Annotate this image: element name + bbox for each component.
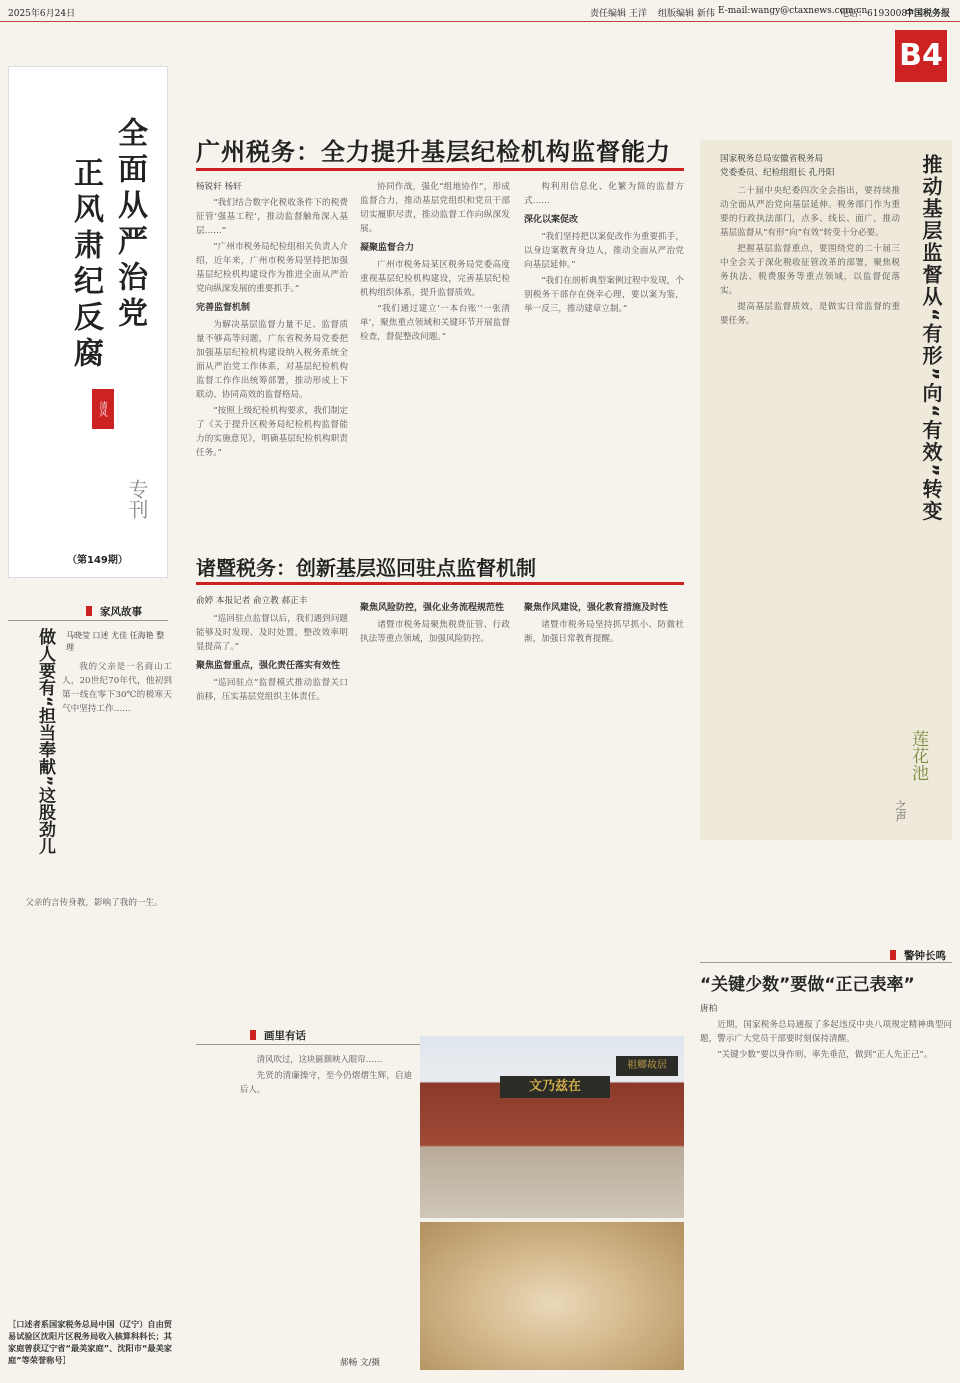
paragraph: 协同作战，强化“组地协作”，形成监督合力，推动基层党组织和党员干部切实履职尽责，推动监督工作向纵深发展。 bbox=[360, 182, 510, 234]
special-issue: （第149期） bbox=[67, 555, 128, 566]
temple-plaque: 文乃兹在 bbox=[500, 1076, 610, 1098]
article1-col3 bbox=[524, 180, 684, 540]
family-body-top bbox=[62, 660, 172, 890]
alarm-byline: 唐柏 bbox=[700, 1004, 718, 1014]
paragraph: “我们在剖析典型案例过程中发现，个别税务干部存在侥幸心理，要以案为鉴，举一反三，推动建章立制。” bbox=[524, 276, 684, 314]
article1-divider bbox=[196, 168, 684, 171]
commentary-body bbox=[720, 184, 900, 804]
paragraph: 二十届中央纪委四次全会指出，要持续推动全面从严治党向基层延伸。税务部门作为重要的行政执法部门，点多、线长、面广，推动基层监督从“有形”向“有效”转变十分必要。 bbox=[720, 186, 900, 238]
paragraph: “我们坚持把以案促改作为重要抓手，以身边案教育身边人，推动全面从严治党向基层延伸。” bbox=[524, 232, 684, 270]
alarm-body bbox=[700, 1018, 952, 1374]
issue-date: 2025年6月24日 bbox=[8, 9, 76, 19]
alarm-divider bbox=[700, 962, 952, 963]
commentary-title: 推动基层监督从“有形”向“有效”转变 bbox=[919, 154, 943, 523]
commentary-signature: 莲花池 bbox=[908, 730, 928, 781]
paragraph: 近期，国家税务总局通报了多起违反中央八项规定精神典型问题，警示广大党员干部要时刻保持清醒。 bbox=[700, 1020, 952, 1044]
special-column-banner bbox=[8, 66, 168, 578]
article2-subhead-2: 聚焦风险防控，强化业务流程规范性 bbox=[360, 603, 505, 613]
article2-subhead-1: 聚焦监督重点，强化责任落实有效性 bbox=[196, 661, 341, 671]
picture-section-tag: 画里有话 bbox=[250, 1028, 306, 1043]
paragraph: 提高基层监督质效，是做实日常监督的重要任务。 bbox=[720, 302, 900, 326]
alarm-section-tag: 警钟长鸣 bbox=[890, 948, 946, 963]
article1-subhead-1: 完善监督机制 bbox=[196, 303, 251, 313]
family-section-tag: 家风故事 bbox=[86, 604, 166, 619]
relief-sculpture-photo bbox=[420, 1222, 684, 1370]
picture-byline: 郝畅 文/摄 bbox=[340, 1358, 381, 1368]
article1-byline: 杨锐轩 杨轩 bbox=[196, 182, 242, 192]
paragraph: “我们通过建立‘一本台账’‘一张清单’，聚焦重点领域和关键环节开展监督检查，督促整改问题。” bbox=[360, 304, 510, 342]
article2-col2 bbox=[360, 596, 510, 1020]
special-label: 专刊 bbox=[125, 479, 149, 519]
page-number: B4 bbox=[895, 30, 947, 82]
special-title-2: 正风肃纪反腐 bbox=[68, 157, 103, 373]
family-note: ［口述者系国家税务总局中国（辽宁）自由贸易试验区沈阳片区税务局收入核算科科长；其家庭曾获辽宁省“最美家庭”、沈阳市“最美家庭”等荣誉称号］ bbox=[8, 1319, 172, 1365]
article1-subhead-2: 凝聚监督合力 bbox=[360, 243, 415, 253]
phone: 电话：61930087 bbox=[840, 9, 913, 19]
family-title: 做人要有“担当奉献”这股劲儿 bbox=[35, 628, 55, 855]
family-body bbox=[8, 896, 172, 1316]
paragraph: 我的父亲是一名商山工人，20世纪70年代，他初到第一线在零下30℃的极寒天气中坚持工作…… bbox=[62, 662, 172, 714]
article2-divider bbox=[196, 582, 684, 585]
family-byline: 马晓莹 口述 尤佳 任海艳 整理 bbox=[66, 631, 165, 652]
temple-plaque-2: 祖鄉故居 bbox=[616, 1056, 678, 1076]
paper-name: 中国税务报 bbox=[905, 9, 951, 19]
article2-subhead-3: 聚焦作风建设，强化教育措施及时性 bbox=[524, 603, 669, 613]
article2-col1 bbox=[196, 612, 348, 1020]
designer: 组版编辑 新伟 bbox=[658, 9, 715, 19]
special-title-1: 全面从严治党 bbox=[112, 117, 147, 333]
commentary-signature-2: 之声 bbox=[894, 800, 907, 822]
paragraph: “广州市税务局纪检组相关负责人介绍，近年来，广州市税务局坚持把加强基层纪检机构建设作为推进全面从严治党向纵深发展的重要抓手。” bbox=[196, 242, 348, 294]
email: E-mail:wangy@ctaxnews.com.cn bbox=[718, 6, 868, 16]
paragraph: 构利用信息化、化繁为简的监督方式…… bbox=[524, 182, 684, 206]
article1-subhead-3: 深化以案促改 bbox=[524, 215, 579, 225]
paragraph: 广州市税务局某区税务局党委高度重视基层纪检机构建设，完善基层纪检机构组织体系，提升监督质效。 bbox=[360, 260, 510, 298]
commentary-author: 党委委员、纪检组组长 孔丹阳 bbox=[720, 168, 835, 178]
article1-col1 bbox=[196, 196, 348, 540]
paragraph: 清风吹过，这块匾额映入眼帘…… bbox=[256, 1054, 383, 1064]
editor: 责任编辑 王洋 bbox=[590, 9, 647, 19]
paragraph: “关键少数”要以身作则、率先垂范，做到“正人先正己”。 bbox=[717, 1050, 933, 1060]
paragraph: 先贤的清廉操守，至今仍熠熠生辉，启迪后人。 bbox=[240, 1070, 412, 1094]
article1-headline: 广州税务：全力提升基层纪检机构监督能力 bbox=[196, 138, 671, 166]
paragraph: 为解决基层监督力量不足、监督质量不够高等问题，广东省税务局党委把加强基层纪检机构建设纳入税务系统全面从严治党工作体系，对基层纪检机构监督工作作出统筹部署，推动形成上下联动、协同高效的监督格局。 bbox=[196, 320, 348, 400]
picture-caption-text bbox=[240, 1052, 412, 1352]
alarm-headline: “关键少数”要做“正己表率” bbox=[700, 975, 915, 995]
paragraph: “巡回驻点监督以后，我们遇到问题能够及时发现、及时处置，整改效率明显提高了。” bbox=[196, 614, 348, 652]
commentary-unit: 国家税务总局安徽省税务局 bbox=[720, 154, 824, 164]
article2-headline: 诸暨税务：创新基层巡回驻点监督机制 bbox=[196, 556, 536, 580]
commentary-column bbox=[700, 140, 952, 840]
family-divider bbox=[8, 620, 168, 621]
article2-byline: 俞婷 本报记者 俞立教 郝正丰 bbox=[196, 596, 308, 606]
paragraph: 诸暨市税务局聚焦税费征管、行政执法等重点领域，加强风险防控。 bbox=[360, 620, 510, 644]
red-seal: 清风 bbox=[92, 389, 114, 429]
paragraph: “按照上级纪检机构要求，我们制定了《关于提升区税务局纪检机构监督能力的实施意见》，明确基层纪检机构职责任务。” bbox=[196, 406, 348, 458]
temple-photo bbox=[420, 1036, 684, 1218]
paragraph: “我们结合数字化税收条件下的税费征管‘强基工程’，推动监督触角深入基层……” bbox=[196, 198, 348, 236]
article1-col2 bbox=[360, 180, 510, 540]
article2-col3 bbox=[524, 596, 684, 1020]
page-header bbox=[0, 0, 960, 22]
paragraph: 把握基层监督重点，要围绕党的二十届三中全会关于深化税收征管改革的部署，聚焦税务执法、税费服务等重点领域，以监督促落实。 bbox=[720, 244, 900, 296]
paragraph: 父亲的言传身教，影响了我的一生。 bbox=[25, 898, 163, 908]
paragraph: “巡回驻点”监督模式推动监督关口前移，压实基层党组织主体责任。 bbox=[196, 678, 348, 702]
paragraph: 诸暨市税务局坚持抓早抓小、防微杜渐，加强日常教育提醒。 bbox=[524, 620, 684, 644]
